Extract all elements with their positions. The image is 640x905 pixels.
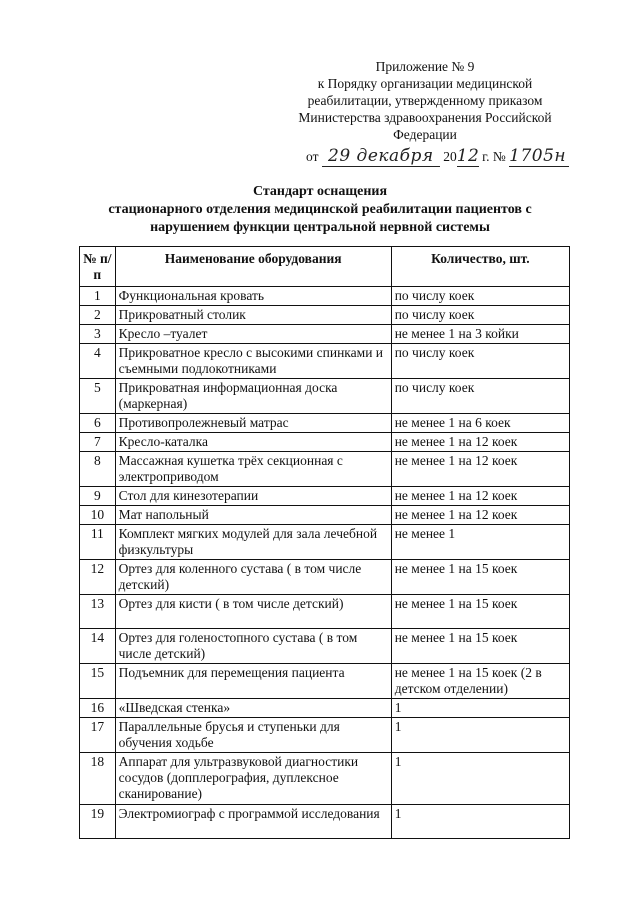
row-num: 16 bbox=[80, 699, 116, 718]
order-year-suffix: г. № bbox=[482, 149, 506, 164]
order-year-handwritten: 12 bbox=[456, 146, 480, 166]
table-row bbox=[80, 629, 570, 664]
row-equipment-name: Комплект мягких модулей для зала лечебной физкультуры bbox=[115, 525, 391, 560]
document-title bbox=[40, 183, 600, 237]
title-line: стационарного отделения медицинской реабилитации пациентов с bbox=[108, 202, 532, 217]
row-quantity: по числу коек bbox=[391, 379, 569, 414]
table-row bbox=[80, 325, 570, 344]
table-row bbox=[80, 718, 570, 753]
appendix-block bbox=[280, 58, 570, 143]
row-num: 10 bbox=[80, 506, 116, 525]
table-row bbox=[80, 414, 570, 433]
row-equipment-name: Ортез для коленного сустава ( в том числе детский) bbox=[115, 560, 391, 595]
row-equipment-name: Функциональная кровать bbox=[115, 287, 391, 306]
table-row bbox=[80, 753, 570, 805]
row-quantity: не менее 1 на 15 коек bbox=[391, 629, 569, 664]
table-header-row bbox=[80, 247, 570, 287]
table-row bbox=[80, 805, 570, 839]
row-equipment-name: Мат напольный bbox=[115, 506, 391, 525]
row-num: 14 bbox=[80, 629, 116, 664]
row-quantity: 1 bbox=[391, 699, 569, 718]
row-equipment-name: Параллельные брусья и ступеньки для обучения ходьбе bbox=[115, 718, 391, 753]
row-equipment-name: Кресло –туалет bbox=[115, 325, 391, 344]
row-num: 13 bbox=[80, 595, 116, 629]
row-equipment-name: Аппарат для ультразвуковой диагностики сосудов (допплерография, дуплексное сканирование) bbox=[115, 753, 391, 805]
row-equipment-name: Подъемник для перемещения пациента bbox=[115, 664, 391, 699]
row-num: 11 bbox=[80, 525, 116, 560]
title-line: Стандарт оснащения bbox=[252, 184, 388, 199]
row-quantity: не менее 1 на 12 коек bbox=[391, 506, 569, 525]
row-equipment-name: Электромиограф с программой исследования bbox=[115, 805, 391, 839]
row-quantity: не менее 1 на 15 коек (2 в детском отделении) bbox=[391, 664, 569, 699]
row-num: 8 bbox=[80, 452, 116, 487]
row-quantity: 1 bbox=[391, 753, 569, 805]
row-quantity: по числу коек bbox=[391, 287, 569, 306]
table-row bbox=[80, 344, 570, 379]
row-num: 19 bbox=[80, 805, 116, 839]
table-row bbox=[80, 379, 570, 414]
order-year-prefix: 20 bbox=[443, 149, 457, 164]
row-quantity: не менее 1 на 3 койки bbox=[391, 325, 569, 344]
table-row bbox=[80, 664, 570, 699]
row-equipment-name: Ортез для кисти ( в том числе детский) bbox=[115, 595, 391, 629]
table-row bbox=[80, 595, 570, 629]
row-quantity: не менее 1 на 15 коек bbox=[391, 595, 569, 629]
row-equipment-name: Кресло-каталка bbox=[115, 433, 391, 452]
row-num: 9 bbox=[80, 487, 116, 506]
header-qty: Количество, шт. bbox=[391, 247, 569, 287]
row-quantity: по числу коек bbox=[391, 344, 569, 379]
row-quantity: 1 bbox=[391, 718, 569, 753]
order-number-handwritten: 1705н bbox=[509, 146, 567, 166]
row-quantity: не менее 1 bbox=[391, 525, 569, 560]
row-num: 4 bbox=[80, 344, 116, 379]
row-num: 1 bbox=[80, 287, 116, 306]
row-equipment-name: Ортез для голеностопного сустава ( в том числе детский) bbox=[115, 629, 391, 664]
order-reference bbox=[306, 146, 576, 168]
header-num: № п/п bbox=[80, 247, 116, 287]
table-row bbox=[80, 560, 570, 595]
table-row bbox=[80, 433, 570, 452]
row-num: 7 bbox=[80, 433, 116, 452]
row-quantity: по числу коек bbox=[391, 306, 569, 325]
row-quantity: не менее 1 на 12 коек bbox=[391, 452, 569, 487]
row-num: 3 bbox=[80, 325, 116, 344]
row-equipment-name: Прикроватное кресло с высокими спинками и съемными подлокотниками bbox=[115, 344, 391, 379]
header-name: Наименование оборудования bbox=[115, 247, 391, 287]
row-equipment-name: Прикроватная информационная доска (маркерная) bbox=[115, 379, 391, 414]
equipment-table bbox=[79, 246, 570, 839]
table-row bbox=[80, 699, 570, 718]
table-row bbox=[80, 525, 570, 560]
row-equipment-name: «Шведская стенка» bbox=[115, 699, 391, 718]
table-row bbox=[80, 452, 570, 487]
appendix-line: к Порядку организации медицинской bbox=[317, 76, 533, 91]
row-num: 12 bbox=[80, 560, 116, 595]
row-quantity: не менее 1 на 12 коек bbox=[391, 487, 569, 506]
row-num: 18 bbox=[80, 753, 116, 805]
row-equipment-name: Противопролежневый матрас bbox=[115, 414, 391, 433]
appendix-line: Министерства здравоохранения Российской bbox=[298, 110, 552, 125]
appendix-title: Приложение № 9 bbox=[375, 59, 475, 74]
row-equipment-name: Стол для кинезотерапии bbox=[115, 487, 391, 506]
row-num: 15 bbox=[80, 664, 116, 699]
appendix-line: реабилитации, утвержденному приказом bbox=[307, 93, 543, 108]
table-row bbox=[80, 306, 570, 325]
row-num: 17 bbox=[80, 718, 116, 753]
row-quantity: не менее 1 на 15 коек bbox=[391, 560, 569, 595]
row-quantity: 1 bbox=[391, 805, 569, 839]
row-quantity: не менее 1 на 12 коек bbox=[391, 433, 569, 452]
row-num: 5 bbox=[80, 379, 116, 414]
row-num: 6 bbox=[80, 414, 116, 433]
appendix-line: Федерации bbox=[393, 127, 457, 142]
row-num: 2 bbox=[80, 306, 116, 325]
title-line: нарушением функции центральной нервной системы bbox=[150, 220, 490, 235]
row-equipment-name: Массажная кушетка трёх секционная с электроприводом bbox=[115, 452, 391, 487]
table-row bbox=[80, 487, 570, 506]
row-quantity: не менее 1 на 6 коек bbox=[391, 414, 569, 433]
row-equipment-name: Прикроватный столик bbox=[115, 306, 391, 325]
order-prefix: от bbox=[306, 149, 319, 164]
order-date-handwritten: 29 декабря bbox=[328, 146, 434, 166]
table-row bbox=[80, 287, 570, 306]
table-row bbox=[80, 506, 570, 525]
